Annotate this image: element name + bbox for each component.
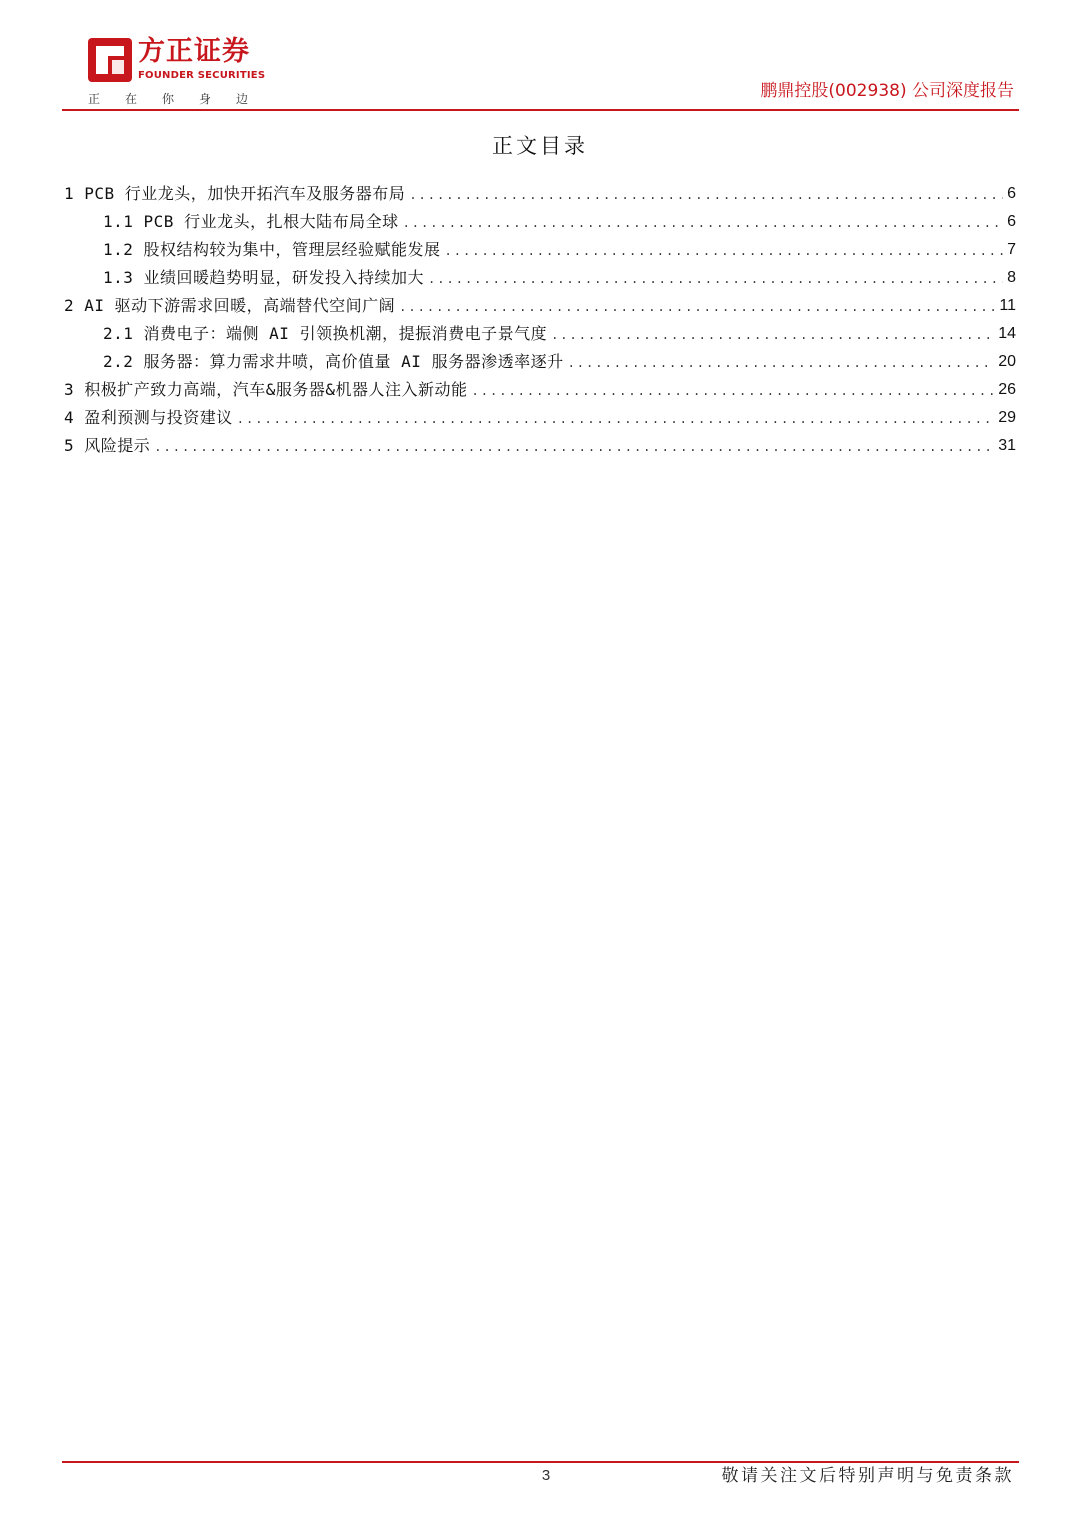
toc-dot-leader <box>403 214 1004 232</box>
toc-dot-leader <box>154 438 994 456</box>
toc-page-number: 26 <box>998 381 1016 398</box>
table-of-contents <box>64 176 1016 456</box>
toc-entry-1[interactable] <box>64 176 1016 204</box>
toc-page-number: 31 <box>998 437 1016 454</box>
toc-page-number: 14 <box>998 325 1016 342</box>
toc-entry-1-1[interactable] <box>64 204 1016 232</box>
toc-dot-leader <box>237 410 994 428</box>
toc-entry-text: 2 AI 驱动下游需求回暖，高端替代空间广阔 <box>64 296 396 315</box>
toc-entry-2-1[interactable] <box>64 316 1016 344</box>
toc-entry-5[interactable] <box>64 428 1016 456</box>
toc-entry-2-2[interactable] <box>64 344 1016 372</box>
toc-dot-leader <box>399 298 995 316</box>
toc-entry-text: 1.1 PCB 行业龙头，扎根大陆布局全球 <box>103 212 399 231</box>
report-title: 鹏鼎控股(002938) 公司深度报告 <box>760 81 1014 101</box>
toc-page-number: 11 <box>999 297 1016 314</box>
toc-entry-text: 2.2 服务器：算力需求井喷，高价值量 AI 服务器渗透率逐升 <box>103 352 564 371</box>
toc-entry-4[interactable] <box>64 400 1016 428</box>
logo-chinese-name: 方正证券 <box>138 36 250 67</box>
toc-entry-text: 5 风险提示 <box>64 436 151 455</box>
toc-dot-leader <box>428 270 1003 288</box>
slogan: 正在你身边 <box>88 92 274 106</box>
toc-page-number: 20 <box>998 353 1016 370</box>
toc-page-number: 6 <box>1007 213 1016 230</box>
toc-title: 正文目录 <box>492 134 588 158</box>
toc-entry-text: 4 盈利预测与投资建议 <box>64 408 233 427</box>
founder-securities-logo-icon <box>88 38 132 82</box>
toc-page-number: 7 <box>1007 241 1016 258</box>
footer-divider <box>62 1461 1019 1463</box>
toc-page-number: 29 <box>998 409 1016 426</box>
toc-page-number: 6 <box>1007 185 1016 202</box>
toc-dot-leader <box>445 242 1004 260</box>
page-header <box>0 0 1080 112</box>
toc-entry-text: 1.3 业绩回暖趋势明显，研发投入持续加大 <box>103 268 425 287</box>
toc-dot-leader <box>568 354 995 372</box>
toc-entry-1-3[interactable] <box>64 260 1016 288</box>
header-divider <box>62 109 1019 111</box>
toc-entry-text: 3 积极扩产致力高端，汽车&服务器&机器人注入新动能 <box>64 380 468 399</box>
toc-dot-leader <box>472 382 995 400</box>
toc-dot-leader <box>551 326 994 344</box>
disclaimer-notice: 敬请关注文后特别声明与免责条款 <box>721 1466 1014 1486</box>
toc-entry-text: 1.2 股权结构较为集中，管理层经验赋能发展 <box>103 240 441 259</box>
toc-entry-3[interactable] <box>64 372 1016 400</box>
page-number: 3 <box>541 1467 551 1484</box>
toc-page-number: 8 <box>1007 269 1016 286</box>
toc-dot-leader <box>409 186 1003 204</box>
toc-entry-2[interactable] <box>64 288 1016 316</box>
toc-entry-text: 2.1 消费电子：端侧 AI 引领换机潮，提振消费电子景气度 <box>103 324 548 343</box>
toc-entry-text: 1 PCB 行业龙头，加快开拓汽车及服务器布局 <box>64 184 406 203</box>
logo-english-name: FOUNDER SECURITIES <box>138 70 266 81</box>
toc-entry-1-2[interactable] <box>64 232 1016 260</box>
